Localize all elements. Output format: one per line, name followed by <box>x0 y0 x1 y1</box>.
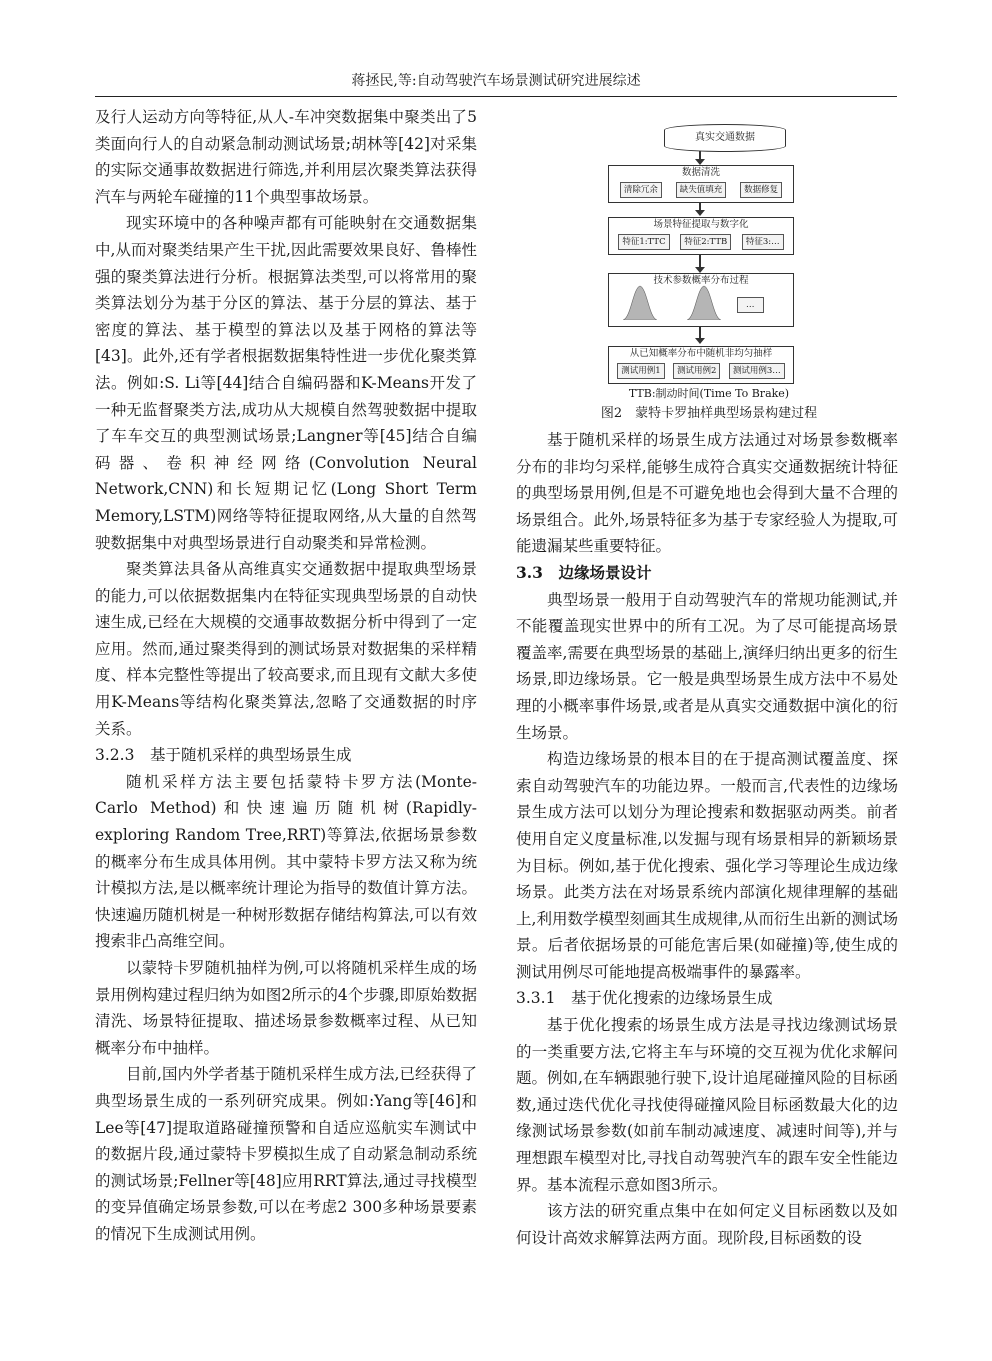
figure-caption: 图2 蒙特卡罗抽样典型场景构建过程 <box>600 406 818 421</box>
running-header: 蒋拯民,等:自动驾驶汽车场景测试研究进展综述 <box>351 73 641 89</box>
section-heading-3-3-1: 3.3.1 基于优化搜索的边缘场景生成 <box>516 989 773 1008</box>
header-rule <box>95 96 897 97</box>
paragraph: 典型场景一般用于自动驾驶汽车的常规功能测试,并不能覆盖现实世界中的所有工况。为了尽可能提高场景覆盖率,需要在典型场景的基础上,演绎归纳出更多的衍生场景,即边缘场景。它一般是典型场景生成方法中不易处理的小概率事件场景,或者是从真实交通数据中演化的衍生场景。 <box>516 590 898 742</box>
paragraph: 基于优化搜索的场景生成方法是寻找边缘测试场景的一类重要方法,它将主车与环境的交互视为优化求解问题。例如,在车辆跟驰行驶下,设计追尾碰撞风险的目标函数,通过迭代优化寻找使得碰撞风险目标函数最大化的边缘测试场景参数(如前车制动减速度、减速时间等),并与理想跟车模型对比,寻找自动驾驶汽车的跟车安全性能边界。基本流程示意如图3所示。 <box>516 1016 898 1194</box>
left-column <box>95 104 477 1248</box>
paragraph: 基于随机采样的场景生成方法通过对场景参数概率分布的非均匀采样,能够生成符合真实交通数据统计特征的典型场景用例,但是不可避免地也会得到大量不合理的场景组合。此外,场景特征多为基于专家经验人为提取,可能遗漏某些重要特征。 <box>516 431 898 556</box>
paragraph: 构造边缘场景的根本目的在于提高测试覆盖度、探索自动驾驶汽车的功能边界。一般而言,代表性的边缘场景生成方法可以划分为理论搜索和数据驱动两类。前者使用自定义度量标准,以发掘与现有场景相异的新颖场景为目标。例如,基于优化搜索、强化学习等理论生成边缘场景。此类方法在对场景系统内部演化规律理解的基础上,利用数学模型刻画其生成规律,从而衍生出新的测试场景。后者依据场景的可能危害后果(如碰撞)等,使生成的测试用例尽可能地提高极端事件的暴露率。 <box>516 750 898 981</box>
more-chip: … <box>737 297 764 313</box>
stage-title: 技术参数概率分布过程 <box>653 275 749 286</box>
paragraph: 以蒙特卡罗随机抽样为例,可以将随机采样生成的场景用例构建过程归纳为如图2所示的4个步骤,即原始数据清洗、场景特征提取、描述场景参数概率过程、从已知概率分布中抽样。 <box>95 959 477 1057</box>
right-column <box>516 427 898 1251</box>
data-source-cylinder: 真实交通数据 <box>664 124 786 152</box>
distribution-curve-icon <box>687 284 721 320</box>
chip: 缺失值填充 <box>676 182 727 198</box>
stage-probability-distribution <box>608 273 794 327</box>
stage-title: 场景特征提取与数字化 <box>653 219 749 230</box>
section-heading-3-3: 3.3 边缘场景设计 <box>516 562 652 582</box>
stage-title: 从已知概率分布中随机非均匀抽样 <box>629 348 773 359</box>
figure-2-flowchart <box>600 110 800 400</box>
distribution-curve-icon <box>623 284 657 320</box>
stage-feature-extraction <box>608 217 794 255</box>
figure-note: TTB:制动时间(Time To Brake) <box>628 387 790 400</box>
paragraph: 现实环境中的各种噪声都有可能映射在交通数据集中,从而对聚类结果产生干扰,因此需要效果良好、鲁棒性强的聚类算法进行分析。根据算法类型,可以将常用的聚类算法划分为基于分区的算法、基于分层的算法、基于密度的算法、基于模型的算法以及基于网格的算法等[43]。此外,还有学者根据数据集特性进一步优化聚类算法。例如:S. Li等[44]结合自编码器和K-Means开发了一种无监督聚类方法,成功从大规模自然驾驶数据中提取了车车交互的典型测试场景;Langner等[45]结合自编码器、卷积神经网络(Convolution Neural Network,CNN)和长短期记忆(Long Short Term Memory,LSTM)网络等特征提取网络,从大量的自然驾驶数据集中对典型场景进行自动聚类和异常检测。 <box>95 214 477 552</box>
paragraph: 目前,国内外学者基于随机采样生成方法,已经获得了典型场景生成的一系列研究成果。例如:Yang等[46]和Lee等[47]提取道路碰撞预警和自适应巡航实车测试中的数据片段,通过蒙特卡罗模拟生成了自动紧急制动系统的测试场景;Fellner等[48]应用RRT算法,通过寻找模型的变异值确定场景参数,可以在考虑2 300多种场景要素的情况下生成测试用例。 <box>95 1065 477 1243</box>
chip: 特征1:TTC <box>618 234 669 250</box>
chip: 特征2:TTB <box>680 234 731 250</box>
paragraph: 聚类算法具备从高维真实交通数据中提取典型场景的能力,可以依据数据集内在特征实现典型场景的自动快速生成,已经在大规模的交通事故数据分析中得到了一定应用。然而,通过聚类得到的测试场景对数据集的采样精度、样本完整性等提出了较高要求,而且现有文献大多使用K-Means等结构化聚类算法,忽略了交通数据的时序关系。 <box>95 560 477 738</box>
stage-title: 数据清洗 <box>681 167 720 178</box>
stage-random-sampling <box>608 346 794 384</box>
chip: 测试用例2 <box>673 363 720 379</box>
chip: 特征3:… <box>742 234 784 250</box>
flow-arrow <box>699 254 701 267</box>
paragraph: 随机采样方法主要包括蒙特卡罗方法(Monte-Carlo Method)和快速遍历随机树(Rapidly-exploring Random Tree,RRT)等算法,依据场景参数的概率分布生成具体用例。其中蒙特卡罗方法又称为统计模拟方法,是以概率统计理论为指导的数值计算方法。快速遍历随机树是一种树形数据存储结构算法,可以有效搜索非凸高维空间。 <box>95 772 477 951</box>
section-heading-3-2-3: 3.2.3 基于随机采样的典型场景生成 <box>95 746 352 765</box>
chip: 测试用例3… <box>729 363 785 379</box>
paragraph: 及行人运动方向等特征,从人-车冲突数据集中聚类出了5类面向行人的自动紧急制动测试场景;胡林等[42]对采集的实际交通事故数据进行筛选,并利用层次聚类算法获得汽车与两轮车碰撞的11个典型事故场景。 <box>95 108 477 206</box>
chip: 数据修复 <box>740 182 782 198</box>
stage-data-cleaning <box>608 165 794 203</box>
chip: 清除冗余 <box>620 182 662 198</box>
chip: 测试用例1 <box>617 363 664 379</box>
flow-arrow <box>699 151 701 159</box>
flow-arrow <box>699 202 701 210</box>
paragraph: 该方法的研究重点集中在如何定义目标函数以及如何设计高效求解算法两方面。现阶段,目标函数的设 <box>516 1202 898 1247</box>
flow-arrow <box>699 326 701 338</box>
figure-caption-block <box>520 384 898 424</box>
